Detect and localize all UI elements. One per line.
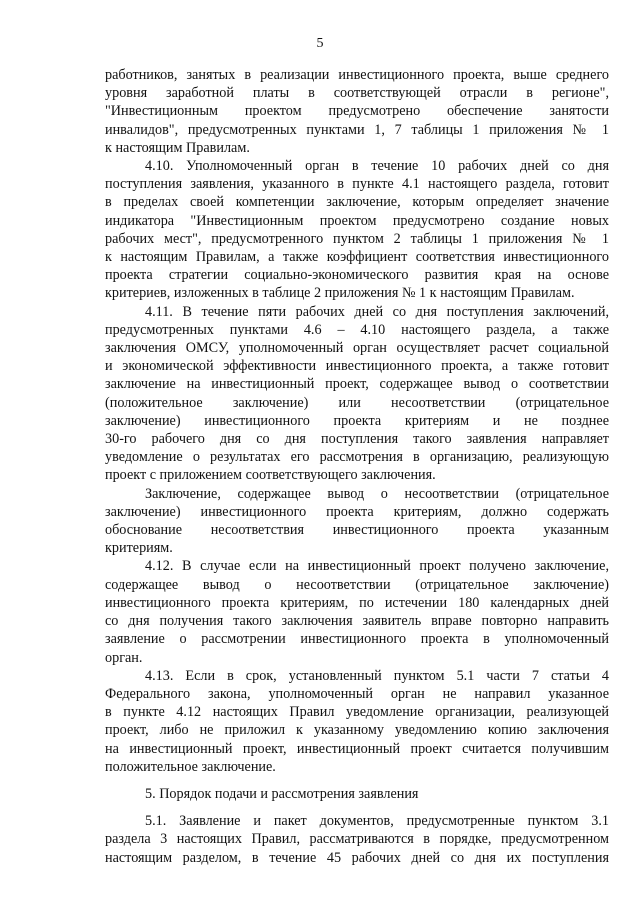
text-line: на инвестиционный проект, инвестиционный проект считается получившим bbox=[105, 740, 609, 757]
text-line: настоящим разделом, в течение 45 рабочих дней со дня их поступления bbox=[105, 849, 609, 866]
paragraph-4-12 bbox=[105, 557, 609, 666]
paragraph-4-11 bbox=[105, 303, 609, 485]
text-line: критериев, изложенных в таблице 2 приложения № 1 к настоящим Правилам. bbox=[105, 285, 575, 302]
text-line: к настоящим Правилам. bbox=[105, 139, 250, 156]
text-line: работников, занятых в реализации инвестиционного проекта, выше среднего bbox=[105, 67, 609, 83]
paragraph-4-10 bbox=[105, 157, 609, 303]
text-line: поступления заявления, указанного в пункте 4.1 настоящего раздела, готовит bbox=[105, 176, 609, 193]
text-line: 30-го рабочего дня со дня поступления такого заявления направляет bbox=[105, 431, 609, 448]
text-line: (положительное заключение) или несоответствии (отрицательное bbox=[105, 394, 609, 411]
text-line: рабочих мест", предусмотренного пунктом 2 таблицы 1 приложения № 1 bbox=[105, 230, 609, 247]
text-line: орган. bbox=[105, 649, 143, 666]
text-line: раздела 3 настоящих Правил, рассматриваются в порядке, предусмотренном bbox=[105, 831, 609, 848]
text-line: 4.11. В течение пяти рабочих дней со дня поступления заключений, bbox=[145, 303, 609, 320]
text-line: 5.1. Заявление и пакет документов, предусмотренные пунктом 3.1 bbox=[145, 813, 609, 830]
text-line: заявление о рассмотрении инвестиционного проекта в уполномоченный bbox=[105, 631, 609, 648]
text-line: 4.12. В случае если на инвестиционный проект получено заключение, bbox=[145, 558, 609, 575]
text-line: инвалидов", предусмотренных пунктами 1, 7 таблицы 1 приложения № 1 bbox=[105, 121, 609, 138]
paragraph-employment-indicators bbox=[105, 66, 609, 157]
text-line: заключения ОМСУ, уполномоченный орган осуществляет расчет социальной bbox=[105, 340, 609, 357]
text-line: проект, либо не приложил к указанному уведомлению копию заключения bbox=[105, 722, 609, 739]
text-line: к настоящим Правилам, а также коэффициент соответствия инвестиционного bbox=[105, 249, 609, 266]
paragraph-negative-conclusion bbox=[105, 485, 609, 558]
text-line: положительное заключение. bbox=[105, 758, 276, 775]
text-line: в пределах своей компетенции заключение, которым определяет значение bbox=[105, 194, 609, 211]
page-number: 5 bbox=[316, 36, 324, 51]
text-line: Федерального закона, уполномоченный орган не направил указанное bbox=[105, 685, 609, 702]
text-line: обоснование несоответствия инвестиционного проекта указанным bbox=[105, 522, 609, 539]
text-line: критериям. bbox=[105, 540, 173, 557]
text-line: со дня получения такого заключения заявитель вправе повторно направить bbox=[105, 613, 609, 630]
text-line: уровня заработной платы в соответствующей отрасли в регионе", bbox=[105, 85, 609, 102]
text-line: инвестиционного проекта критериям, по истечении 180 календарных дней bbox=[105, 594, 609, 611]
paragraph-4-13 bbox=[105, 667, 609, 776]
text-line: 4.13. Если в срок, установленный пунктом 5.1 части 7 статьи 4 bbox=[145, 667, 609, 684]
text-line: заключение) инвестиционного проекта критериям, должно содержать bbox=[105, 503, 609, 520]
text-line: Заключение, содержащее вывод о несоответствии (отрицательное bbox=[145, 485, 609, 502]
text-line: проекта стратегии социально-экономического развития края на основе bbox=[105, 267, 609, 284]
section-5-heading: 5. Порядок подачи и рассмотрения заявления bbox=[145, 785, 419, 802]
document-body bbox=[105, 66, 609, 867]
text-line: "Инвестиционным проектом предусмотрено обеспечение занятости bbox=[105, 103, 609, 120]
text-line: уведомление о результатах его рассмотрения в организацию, реализующую bbox=[105, 449, 609, 466]
text-line: предусмотренных пунктами 4.6 – 4.10 настоящего раздела, а также bbox=[105, 321, 609, 338]
text-line: содержащее вывод о несоответствии (отрицательное заключение) bbox=[105, 576, 609, 593]
text-line: в пункте 4.12 настоящих Правил уведомление организации, реализующей bbox=[105, 704, 609, 721]
text-line: 4.10. Уполномоченный орган в течение 10 рабочих дней со дня bbox=[145, 158, 609, 175]
paragraph-5-1 bbox=[105, 812, 609, 867]
text-line: заключение на инвестиционный проект, содержащее вывод о соответствии bbox=[105, 376, 609, 393]
text-line: проект с приложением соответствующего заключения. bbox=[105, 467, 436, 484]
text-line: заключение) инвестиционного проекта критериям и не позднее bbox=[105, 412, 609, 429]
text-line: индикатора "Инвестиционным проектом предусмотрено создание новых bbox=[105, 212, 609, 229]
text-line: и экономической эффективности инвестиционного проекта, а также готовит bbox=[105, 358, 609, 375]
